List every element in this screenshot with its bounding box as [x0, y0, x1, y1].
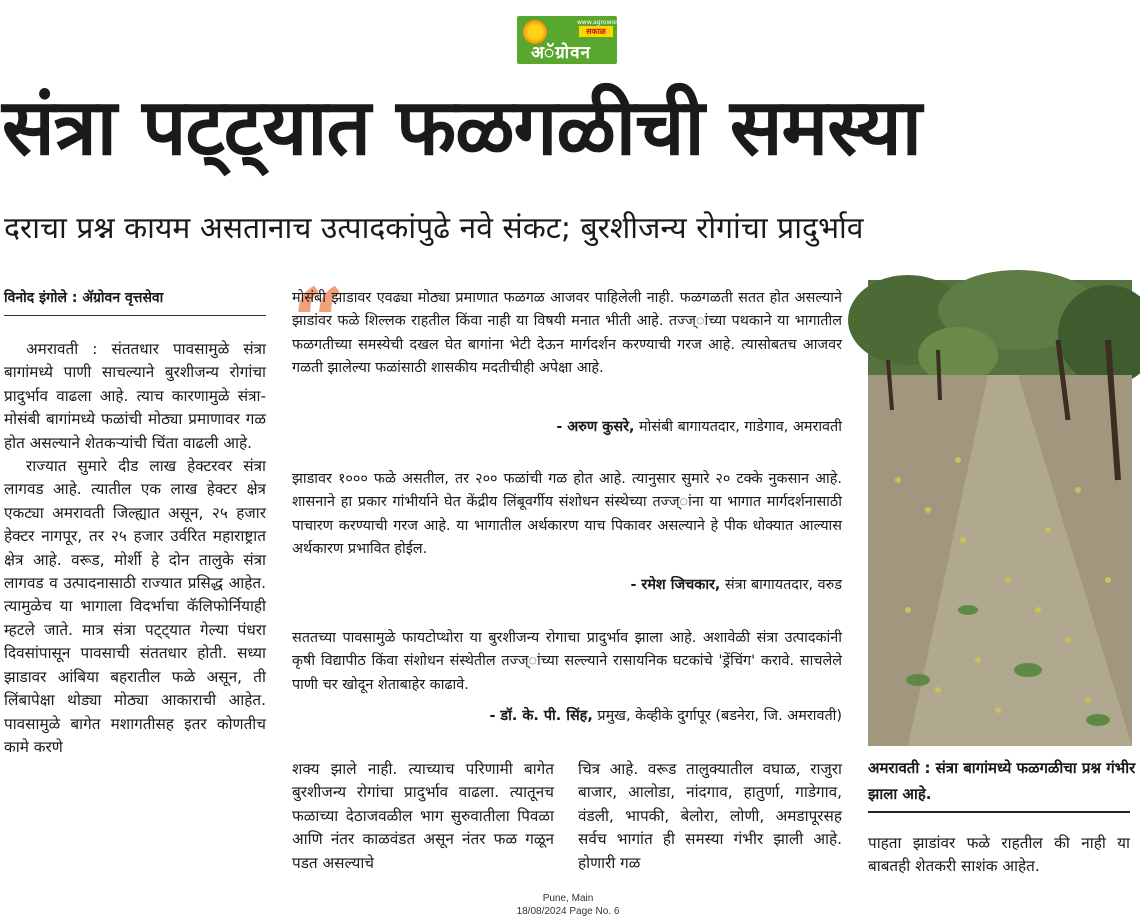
quote-3-text: सततच्या पावसामुळे फायटोप्थोरा या बुरशीजन्य रोगाचा प्रादुर्भाव झाला आहे. अशावेळी संत्रा उत्पादकांनी कृषी विद्यापीठ किंवा संशोधन संस्थेतील तज्ज्ांच्या सल्ल्याने रासायनिक घटकांचे 'ड्रेंचिंग' करावे. साचलेले पाणी चर खोदून शेताबाहेर काढावे. — [292, 630, 842, 693]
agrowon-logo — [517, 16, 634, 64]
quote-3-attribution — [292, 706, 842, 725]
article-column-3: चित्र आहे. वरूड तालुक्यातील वघाळ, राजुरा बाजार, आलोडा, नांदगाव, हातुर्णा, गाडेगाव, वंडली, भापकी, बेलोरा, लोणी, अमडापूरसह सर्वच भागांत ही समस्या गंभीर झाली आहे. होणारी गळ — [578, 760, 842, 872]
orchard-illustration — [868, 280, 1132, 746]
headline: संत्रा पट्ट्यात फळगळीची समस्या — [2, 83, 921, 173]
subheadline: दराचा प्रश्न कायम असतानाच उत्पादकांपुढे नवे संकट; बुरशीजन्य रोगांचा प्रादुर्भाव — [4, 211, 864, 246]
footer-edition: Pune, Main — [542, 893, 594, 904]
orchard-photo — [868, 280, 1132, 746]
article-column-2: शक्य झाले नाही. त्याच्याच परिणामी बागेत बुरशीजन्य रोगांचा प्रादुर्भाव वाढला. त्यातूनच फळाच्या देठाजवळील भाग सुरुवातीला पिवळा आणि नंतर काळवंडत असून नंतर फळ गळून पडत असल्याचे — [292, 760, 554, 872]
quote-3-name: - डॉ. के. पी. सिंह, — [489, 708, 593, 724]
logo-name: अॅग्रोवन — [531, 43, 591, 63]
byline-divider — [4, 315, 266, 316]
quote-2-text: झाडावर १००० फळे असतील, तर २०० फळांची गळ होत आहे. त्यानुसार सुमारे २० टक्के नुकसान आहे. शासनाने हा प्रकार गांभीर्याने घेत केंद्रीय लिंबूवर्गीय संशोधन संस्थेच्या तज्ज्ांना या भागात मार्गदर्शनासाठी पाचारण करण्याची गरज आहे. या भागातील अर्थकारण याच पिकावर असल्याने हे पीक धोक्यात आल्यास अर्थकारण प्रभावित होईल. — [292, 471, 842, 557]
photo-caption: अमरावती : संत्रा बागांमध्ये फळगळीचा प्रश्न गंभीर झाला आहे. — [868, 759, 1136, 803]
caption-divider — [868, 811, 1130, 813]
sakal-tag: सकाळ — [579, 26, 613, 37]
logo-url: www.agrowon.com — [577, 19, 634, 26]
quote-1-name: - अरुण कुसरे, — [556, 419, 635, 435]
quote-1-role: मोसंबी बागायतदार, गाडेगाव, अमरावती — [639, 419, 842, 435]
quote-2-name: - रमेश जिचकार, — [630, 577, 721, 593]
quote-2-attribution — [292, 575, 842, 594]
quote-1-attribution — [292, 417, 842, 436]
quote-1-text: मोसंबी झाडावर एवढ्या मोठ्या प्रमाणात फळगळ आजवर पाहिलेली नाही. फळगळती सतत होत असल्याने झाडांवर फळे शिल्लक राहतील किंवा नाही या विषयी मनात भीती आहे. तज्ज्ांच्या पथकाने या भागातील फळगतीच्या समस्येची दखल घेत बागांना भेटी देऊन मार्गदर्शन करण्याची गरज आहे. त्यासोबतच आजवर गळती झालेल्या फळांसाठी शासकीय मदतीचीही अपेक्षा आहे. — [292, 290, 842, 376]
footer-date-page: 18/08/2024 Page No. 6 — [516, 906, 620, 917]
article-column-4: पाहता झाडांवर फळे राहतील की नाही या बाबतही शेतकरी साशंक आहेत. — [868, 834, 1130, 876]
quote-3-role: प्रमुख, केव्हीके दुर्गापूर (बडनेरा, जि. अमरावती) — [597, 708, 842, 724]
article-column-1 — [4, 338, 266, 759]
article-paragraph: राज्यात सुमारे दीड लाख हेक्टरवर संत्रा लागवड आहे. त्यातील एक लाख हेक्टर क्षेत्र एकट्या अमरावती जिल्ह्यात असून, २५ हजार हेक्टर नागपूर, तर २५ हजार उर्वरित महाराष्ट्रात क्षेत्र आहे. वरूड, मोर्शी हे दोन तालुके संत्रा लागवड व उत्पादनासाठी राज्यात प्रसिद्ध आहेत. त्यामुळेच या भागाला विदर्भाचा कॅलिफोर्नियाही म्हटले जाते. मात्र संत्रा पट्ट्यात गेल्या पंधरा दिवसांपासून पावसाची संततधार होती. सध्या झाडावर आंबिया बहरातील फळे असून, ती लिंबापेक्षा थोड्या मोठ्या आकाराची आहेत. पावसामुळे बागेत मशागतीसह इतर कोणतीच कामे करणे — [4, 457, 266, 756]
article-paragraph: अमरावती : संततधार पावसामुळे संत्रा बागांमध्ये पाणी साचल्याने बुरशीजन्य रोगांचा प्रादुर्भाव वाढला आहे. त्याच कारणामुळे संत्रा-मोसंबी बागांमध्ये फळांची मोठ्या प्रमाणावर गळ होत असल्याने शेतकऱ्यांची चिंता वाढली आहे. — [4, 340, 266, 452]
quote-mark-icon: “ — [292, 268, 345, 376]
quote-2-role: संत्रा बागायतदार, वरुड — [724, 577, 842, 593]
byline: विनोद इंगोले : ॲग्रोवन वृत्तसेवा — [4, 290, 164, 306]
